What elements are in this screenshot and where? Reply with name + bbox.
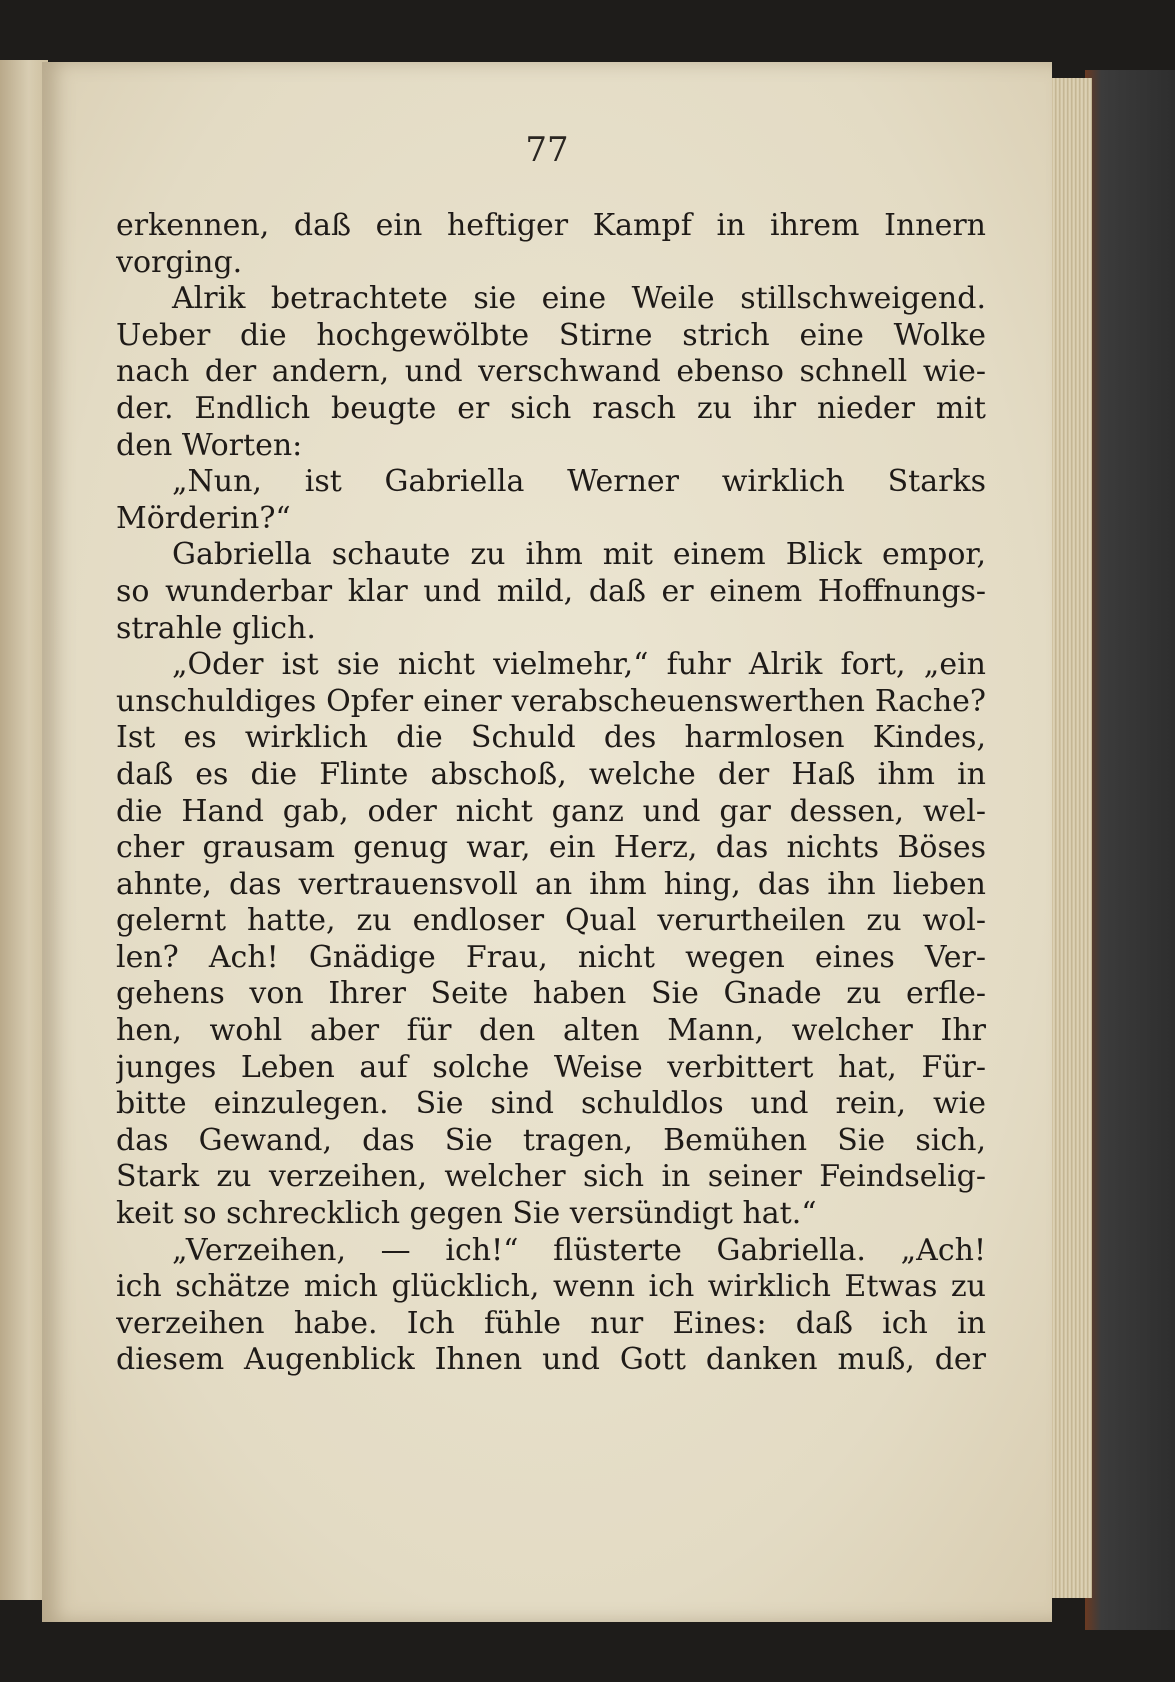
text-line: bitte einzulegen. Sie sind schuldlos und rein, wie	[116, 1086, 986, 1122]
text-line: ahnte, das vertrauensvoll an ihm hing, das ihn lieben	[116, 866, 986, 902]
text-line: Ueber die hochgewölbte Stirne strich eine Wolke	[116, 317, 986, 353]
text-line: vorging.	[116, 244, 243, 280]
text-line: „Verzeihen, — ich!“ flüsterte Gabriella. „Ach!	[172, 1232, 986, 1268]
facing-page-edge	[0, 60, 48, 1600]
text-line: die Hand gab, oder nicht ganz und gar dessen, wel-	[116, 793, 986, 829]
text-line: unschuldiges Opfer einer verabscheuenswerthen Rache?	[116, 683, 986, 719]
text-line: len? Ach! Gnädige Frau, nicht wegen eines Ver-	[116, 939, 986, 975]
text-line: Ist es wirklich die Schuld des harmlosen Kindes,	[116, 720, 986, 756]
book-page	[42, 62, 1052, 1622]
text-line: den Worten:	[116, 427, 303, 463]
text-line: erkennen, daß ein heftiger Kampf in ihrem Innern	[116, 208, 986, 243]
text-line: keit so schrecklich gegen Sie versündigt hat.“	[116, 1196, 817, 1232]
text-line: strahle glich.	[116, 610, 316, 646]
text-line: das Gewand, das Sie tragen, Bemühen Sie sich,	[116, 1122, 986, 1158]
text-line: verzeihen habe. Ich fühle nur Eines: daß ich in	[116, 1305, 986, 1341]
text-line: junges Leben auf solche Weise verbittert hat, Für-	[116, 1049, 986, 1085]
text-line: gehens von Ihrer Seite haben Sie Gnade zu erfle-	[116, 976, 986, 1012]
text-line: Gabriella schaute zu ihm mit einem Blick empor,	[172, 537, 986, 573]
text-line: der. Endlich beugte er sich rasch zu ihr nieder mit	[116, 390, 986, 426]
text-line: hen, wohl aber für den alten Mann, welcher Ihr	[116, 1013, 986, 1049]
text-line: daß es die Flinte abschoß, welche der Haß ihm in	[116, 756, 986, 792]
text-line: so wunderbar klar und mild, daß er einem Hoffnungs-	[116, 573, 986, 609]
text-line: gelernt hatte, zu endloser Qual verurtheilen zu wol-	[116, 903, 986, 939]
text-line: ich schätze mich glücklich, wenn ich wirklich Etwas zu	[116, 1269, 986, 1305]
text-line: Alrik betrachtete sie eine Weile stillschweigend.	[172, 281, 986, 317]
text-line: diesem Augenblick Ihnen und Gott danken muß, der	[116, 1342, 986, 1378]
body-text	[116, 208, 986, 1379]
text-line: „Nun, ist Gabriella Werner wirklich Starks	[172, 464, 986, 500]
text-line: Stark zu verzeihen, welcher sich in seiner Feindselig-	[116, 1159, 986, 1195]
text-line: cher grausam genug war, ein Herz, das nichts Böses	[116, 830, 986, 866]
text-line: Mörderin?“	[116, 500, 291, 536]
page-number: 77	[525, 130, 569, 170]
text-line: „Oder ist sie nicht vielmehr,“ fuhr Alrik fort, „ein	[172, 647, 986, 683]
book-cover	[1085, 70, 1175, 1630]
text-line: nach der andern, und verschwand ebenso schnell wie-	[116, 354, 986, 390]
